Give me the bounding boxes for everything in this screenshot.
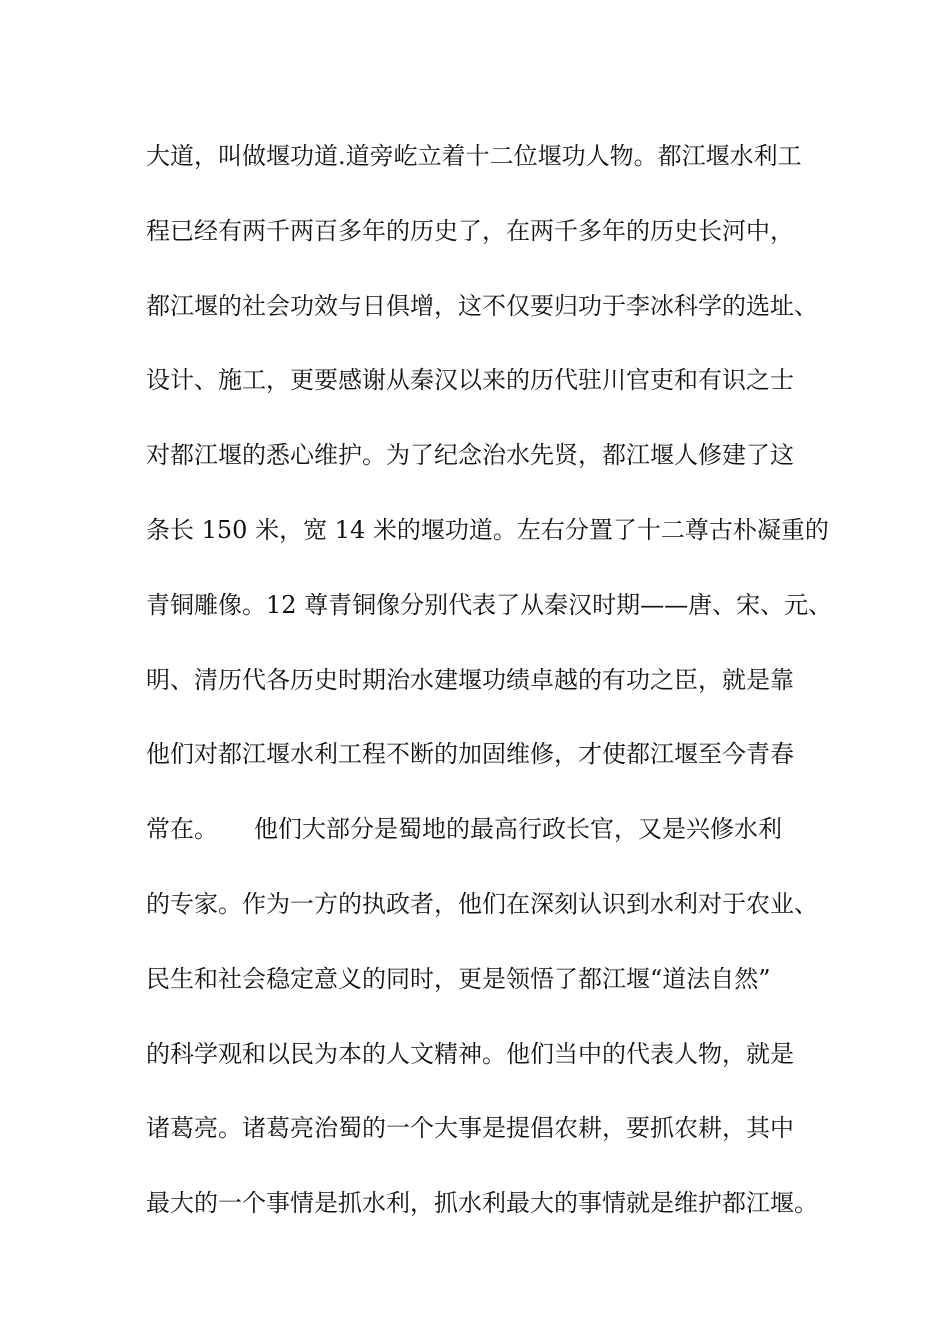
text-line: 设计、施工，更要感谢从秦汉以来的历代驻川官吏和有识之士	[146, 366, 794, 395]
text-line: 民生和社会稳定意义的同时，更是领悟了都江堰“道法自然”	[146, 964, 771, 993]
text-line: 青铜雕像。12 尊青铜像分别代表了从秦汉时期——唐、宋、元、	[146, 590, 833, 619]
text-line: 大道，叫做堰功道.道旁屹立着十二位堰功人物。都江堰水利工	[146, 142, 802, 170]
text-line: 都江堰的社会功效与日俱增，这不仅要归功于李冰科学的选址、	[146, 291, 818, 320]
text-line: 诸葛亮。诸葛亮治蜀的一个大事是提倡农耕，要抓农耕，其中	[146, 1114, 794, 1143]
text-line: 的科学观和以民为本的人文精神。他们当中的代表人物，就是	[146, 1039, 794, 1068]
body-text	[146, 134, 836, 1256]
text-line: 最大的一个事情是抓水利，抓水利最大的事情就是维护都江堰。	[146, 1189, 818, 1218]
text-line: 条长 150 米，宽 14 米的堰功道。左右分置了十二尊古朴凝重的	[146, 515, 829, 544]
text-line: 他们对都江堰水利工程不断的加固维修，才使都江堰至今青春	[146, 740, 794, 769]
text-line: 对都江堰的悉心维护。为了纪念治水先贤，都江堰人修建了这	[146, 441, 794, 470]
text-line: 的专家。作为一方的执政者，他们在深刻认识到水利对于农业、	[146, 889, 818, 918]
text-line: 常在。 他们大部分是蜀地的最高行政长官，又是兴修水利	[146, 815, 782, 844]
text-line: 明、清历代各历史时期治水建堰功绩卓越的有功之臣，就是靠	[146, 665, 794, 694]
text-line: 程已经有两千两百多年的历史了，在两千多年的历史长河中，	[146, 216, 794, 245]
